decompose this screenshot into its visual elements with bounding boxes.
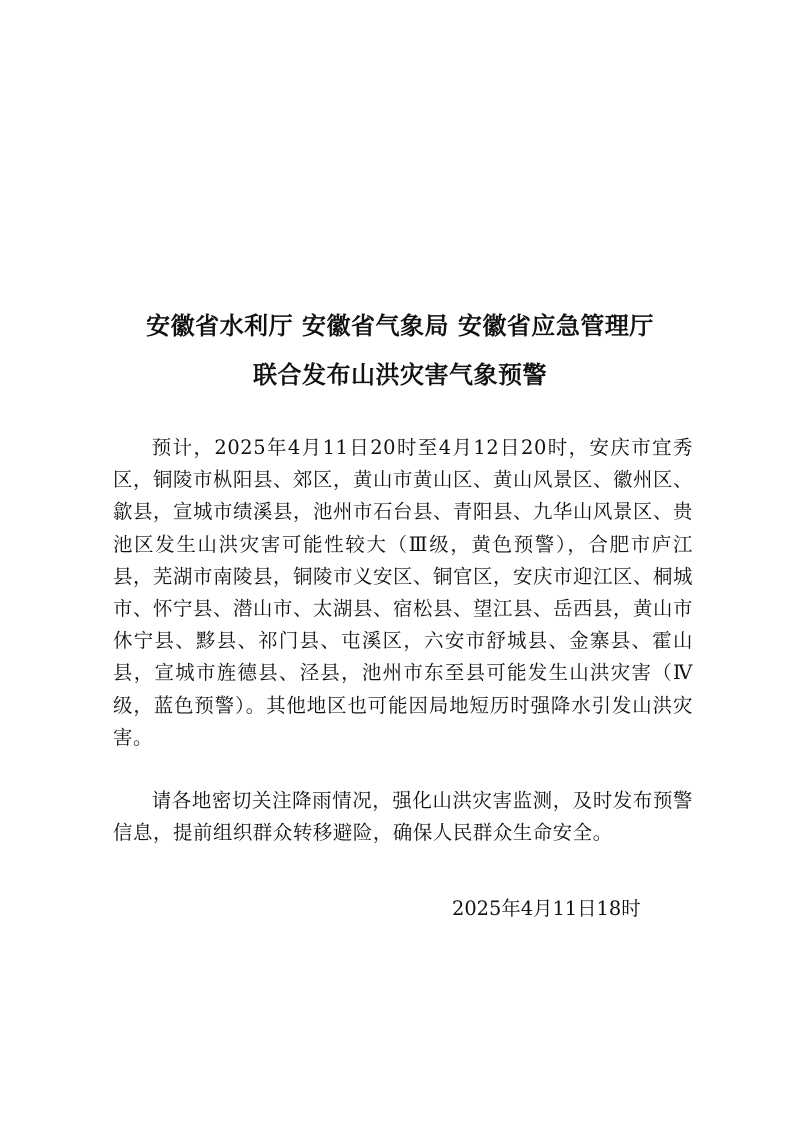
instruction-paragraph: 请各地密切关注降雨情况，强化山洪灾害监测，及时发布预警信息，提前组织群众转移避险，确保人民群众生命安全。 <box>113 789 693 845</box>
document-title-line-2: 联合发布山洪灾害气象预警 <box>253 361 547 389</box>
warning-paragraph: 预计，2025年4月11日20时至4月12日20时，安庆市宜秀区，铜陵市枞阳县、郊区，黄山市黄山区、黄山风景区、徽州区、歙县，宣城市绩溪县，池州市石台县、青阳县、九华山风景区、贵池区发生山洪灾害可能性较大（Ⅲ级，黄色预警），合肥市庐江县，芜湖市南陵县，铜陵市义安区、铜官区，安庆市迎江区、桐城市、怀宁县、潜山市、太湖县、宿松县、望江县、岳西县，黄山市休宁县、黟县、祁门县、屯溪区，六安市舒城县、金寨县、霍山县，宣城市旌德县、泾县，池州市东至县可能发生山洪灾害（Ⅳ级，蓝色预警）。其他地区也可能因局地短历时强降水引发山洪灾害。 <box>113 436 693 749</box>
issue-date: 2025年4月11日18时 <box>452 897 641 920</box>
document-title-line-1: 安徽省水利厅 安徽省气象局 安徽省应急管理厅 <box>146 312 654 340</box>
